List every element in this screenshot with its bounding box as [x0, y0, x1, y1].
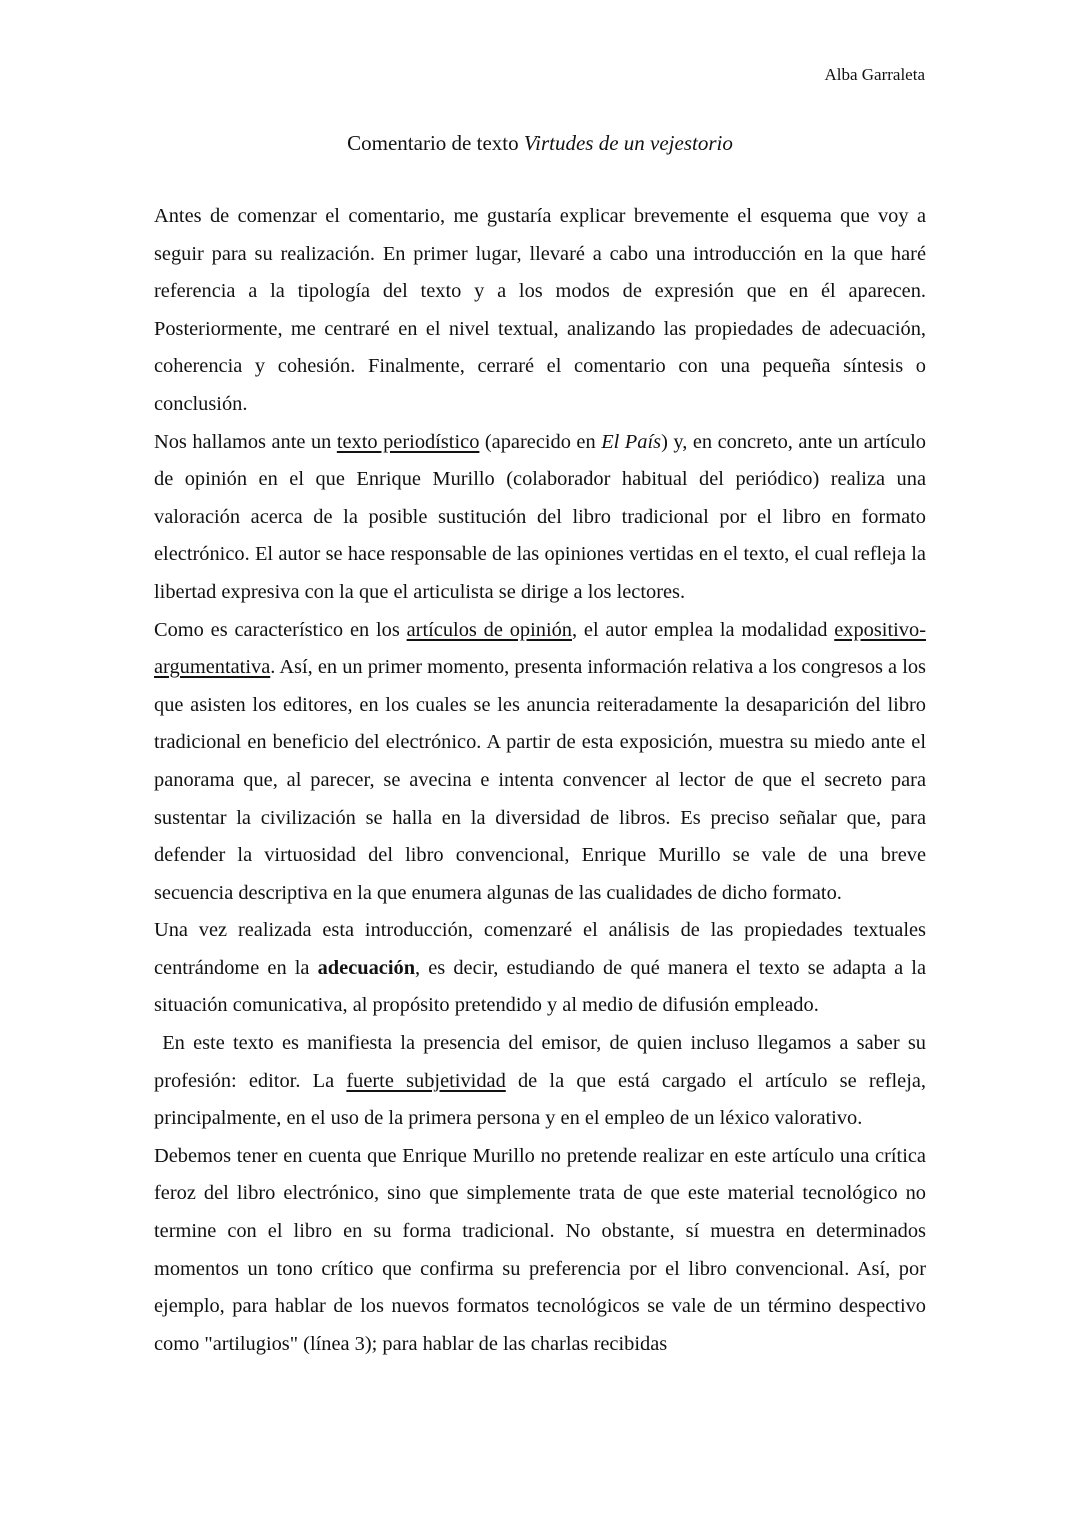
- paragraph-adecuacion: [154, 912, 926, 1025]
- underlined-term: expositivo-argumentativa: [154, 618, 926, 679]
- paragraph-modalidad: [154, 612, 926, 913]
- paragraph-text: En este texto es manifiesta la presencia del emisor, de quien incluso llegamos a saber su profesión: editor. La: [154, 1032, 932, 1092]
- paragraph-intro: Antes de comenzar el comentario, me gustaría explicar brevemente el esquema que voy a seguir para su realización. En primer lugar, llevaré a cabo una introducción en la que haré referencia a la tipología del texto y a los modos de expresión que en él aparecen. Posteriormente, me centraré en el nivel textual, analizando las propiedades de adecuación, coherencia y cohesión. Finalmente, cerraré el comentario con una pequeña síntesis o conclusión.: [154, 205, 926, 415]
- paragraph-text: de la que está cargado el artículo se refleja, principalmente, en el uso de la primera persona y en el empleo de un léxico valorativo.: [154, 1069, 932, 1130]
- paragraph-text: Nos hallamos ante un: [154, 430, 337, 453]
- title-prefix: Comentario de texto: [347, 131, 524, 155]
- paragraph-text: , el autor emplea la modalidad: [572, 618, 835, 641]
- underlined-term: texto periodístico: [336, 430, 480, 453]
- paragraph-critica: Debemos tener en cuenta que Enrique Murillo no pretende realizar en este artículo una crítica feroz del libro electrónico, sino que simplemente trata de que este material tecnológico no termine con el libro en su forma tradicional. No obstante, sí muestra en determinados momentos un tono crítico que confirma su preferencia por el libro convencional. Así, por ejemplo, para hablar de los nuevos formatos tecnológicos se vale de un término despectivo como "artilugios" (línea 3); para hablar de las charlas recibidas: [154, 1144, 926, 1355]
- paragraph-text: Una vez realizada esta introducción, comenzaré el análisis de las propiedades textuales centrándome en la: [154, 919, 926, 979]
- underlined-term: artículos de opinión: [406, 618, 572, 641]
- paragraph-text: , es decir, estudiando de qué manera el texto se adapta a la situación comunicativa, al propósito pretendido y al medio de difusión empleado.: [154, 956, 926, 1017]
- paragraph-text: Como es característico en los: [154, 618, 407, 641]
- title-work: Virtudes de un vejestorio: [523, 131, 733, 155]
- paragraph-text: . Así, en un primer momento, presenta información relativa a los congresos a los que asisten los editores, en los cuales se les anuncia reiteradamente la desaparición del libro tradicional en beneficio del electrónico. A partir de esta exposición, muestra su miedo ante el panorama que, al parecer, se avecina e intenta convencer al lector de que el secreto para sustentar la civilización se halla en la diversidad de libros. Es preciso señalar que, para defender la virtuosidad del libro convencional, Enrique Murillo se vale de una breve secuencia descriptiva en la que enumera algunas de las cualidades de dicho formato.: [154, 656, 926, 904]
- paragraph-emisor: [154, 1025, 932, 1138]
- underlined-term: fuerte subjetividad: [346, 1069, 506, 1092]
- paragraph-text: ) y, en concreto, ante un artículo de opinión en el que Enrique Murillo (colaborador habitual del periódico) realiza una valoración acerca de la posible sustitución del libro tradicional por el libro en formato electrónico. El autor se hace responsable de las opiniones vertidas en el texto, el cual refleja la libertad expresiva con la que el articulista se dirige a los lectores.: [154, 430, 926, 603]
- author-name: Alba Garraleta: [824, 65, 925, 84]
- page-title: [0, 129, 1080, 157]
- document-body: [154, 198, 932, 1363]
- newspaper-name: El País: [601, 430, 662, 453]
- bold-term: adecuación: [317, 956, 416, 979]
- paragraph-text: (aparecido en: [479, 430, 602, 453]
- paragraph-tipologia: [154, 424, 926, 612]
